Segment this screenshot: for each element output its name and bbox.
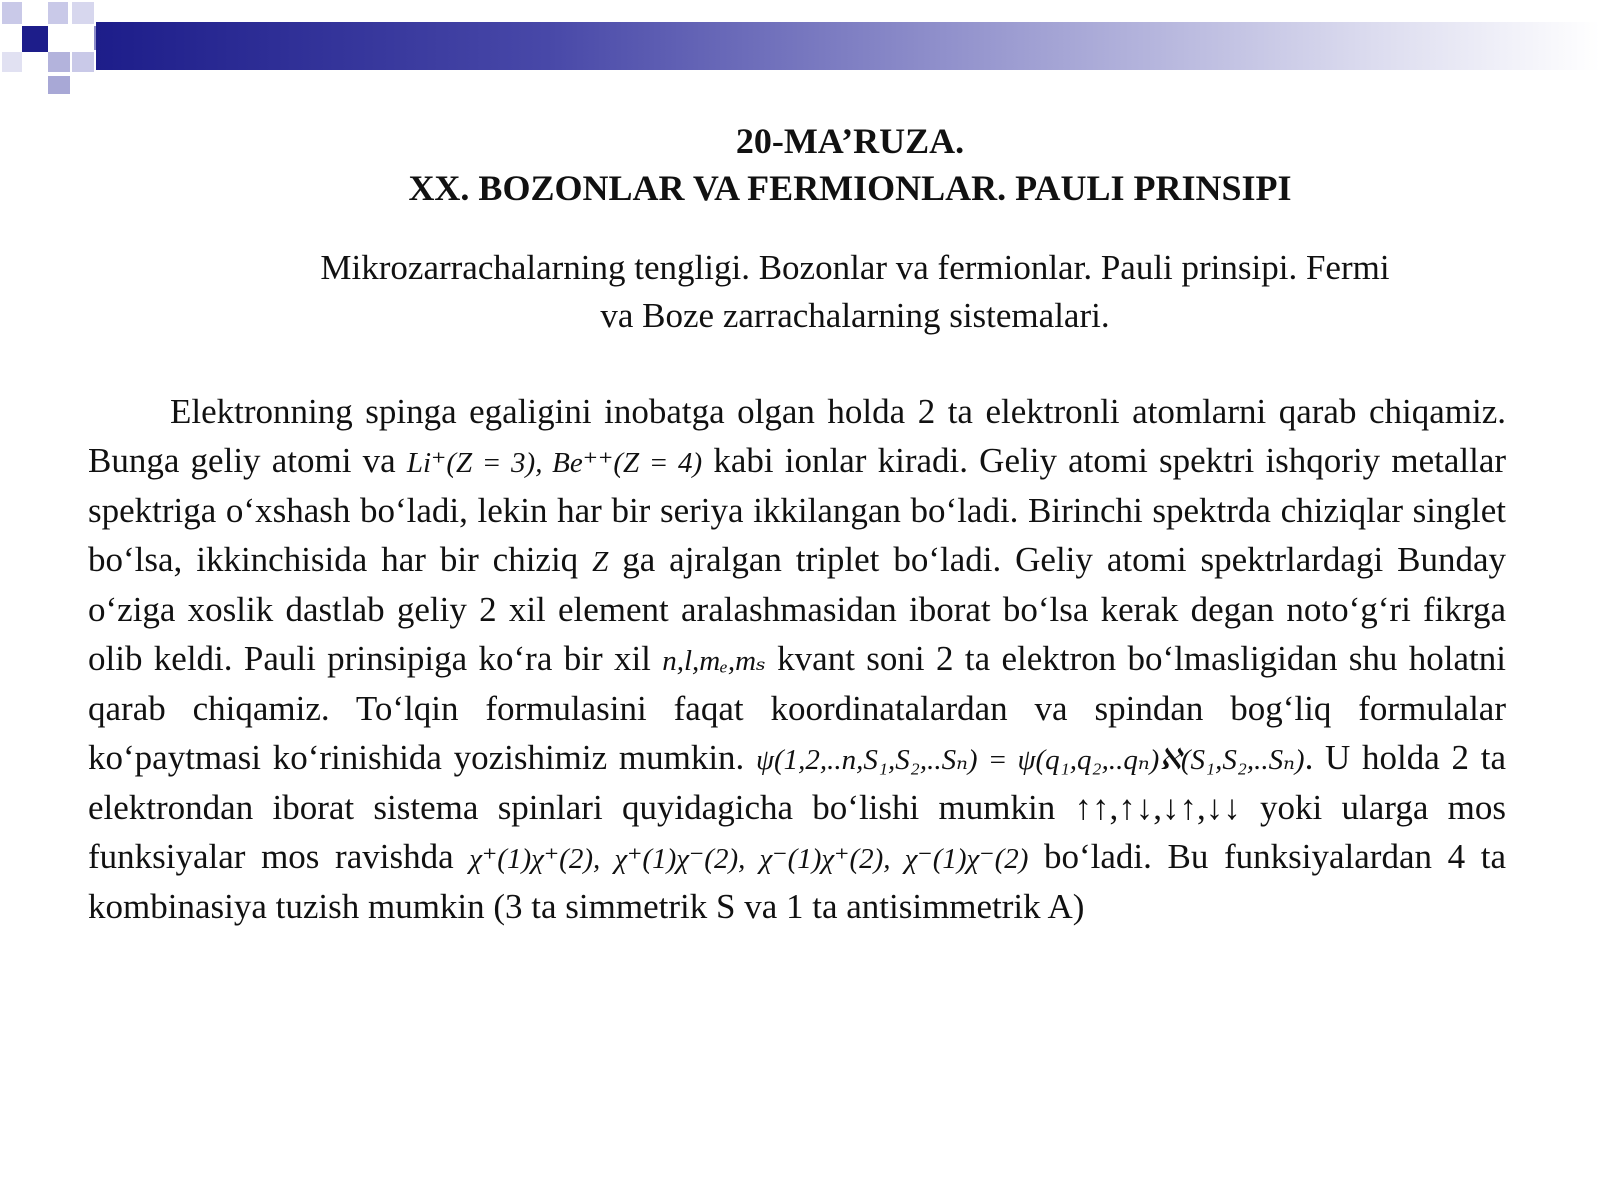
ion-formula: Li⁺(Z = 3), Be⁺⁺(Z = 4) — [406, 446, 703, 479]
spin-functions-formula: χ⁺(1)χ⁺(2), χ⁺(1)χ⁻(2), χ⁻(1)χ⁺(2), χ⁻(1)χ⁻(2) — [469, 842, 1029, 875]
title-gradient-bar — [96, 22, 1600, 70]
topics-line-2: va Boze zarrachalarning sistemalari. — [600, 296, 1110, 335]
decor-square — [2, 52, 22, 72]
body-text-segment: . U holda 2 ta elektrondan iborat sistema spinlari quyidagicha bo‘lishi mumkin ↑↑,↑↓,↓↑,↓↓ yoki ularga mos funksiyalar mos ravishda — [88, 737, 1506, 876]
body-text-segment: kvant soni 2 ta elektron bo‘lmasligidan shu holatni qarab chiqamiz. To‘lqin formulasini faqat koordinatalardan va spindan bog‘liq formulalar ko‘paytmasi ko‘rinishida yozishimiz mumkin. — [88, 638, 1506, 777]
z-symbol: Z — [592, 545, 609, 578]
decor-square — [48, 2, 68, 24]
decor-square — [72, 52, 94, 72]
body-text-segment: Elektronning spinga egaligini inobatga olgan holda 2 ta elektronli atomlarni qarab chiqamiz. Bunga geliy atomi va — [88, 392, 1506, 480]
decor-square — [48, 52, 70, 72]
lecture-title: XX. BOZONLAR VA FERMIONLAR. PAULI PRINSIPI — [408, 168, 1292, 208]
lecture-number: 20-MA’RUZA. — [735, 121, 965, 161]
body-paragraph — [88, 388, 1506, 932]
body-text — [88, 388, 1506, 932]
decor-square — [22, 26, 48, 52]
lecture-topics — [200, 244, 1510, 340]
quantum-numbers: n,l,mₑ,mₛ — [662, 644, 766, 677]
decor-square — [48, 76, 70, 94]
topics-line-1: Mikrozarrachalarning tengligi. Bozonlar va fermionlar. Pauli prinsipi. Fermi — [320, 248, 1390, 287]
body-text-segment: ga ajralgan triplet bo‘ladi. Geliy atomi spektrlardagi Bunday o‘ziga xoslik dastlab geliy 2 xil element aralashmasidan iborat bo‘lsa kerak degan noto‘g‘ri fikrga olib keldi. Pauli prinsipiga ko‘ra bir xil — [88, 539, 1506, 678]
decor-square — [2, 2, 22, 24]
body-text-segment: bo‘ladi. Bu funksiyalardan 4 ta kombinasiya tuzish mumkin (3 ta simmetrik S va 1 ta antisimmetrik A) — [88, 836, 1506, 926]
lecture-heading — [220, 118, 1480, 212]
decor-square — [72, 2, 94, 24]
wave-function-formula: ψ(1,2,..n,S₁,S₂,..Sₙ) = ψ(q₁,q₂,..qₙ)ℵ(S₁,S₂,..Sₙ) — [756, 743, 1305, 776]
body-text-segment: kabi ionlar kiradi. Geliy atomi spektri ishqoriy metallar spektriga o‘xshash bo‘ladi, lekin har bir seriya ikkilangan bo‘ladi. Birinchi spektrda chiziqlar singlet bo‘lsa, ikkinchisida har bir chiziq — [88, 440, 1507, 579]
